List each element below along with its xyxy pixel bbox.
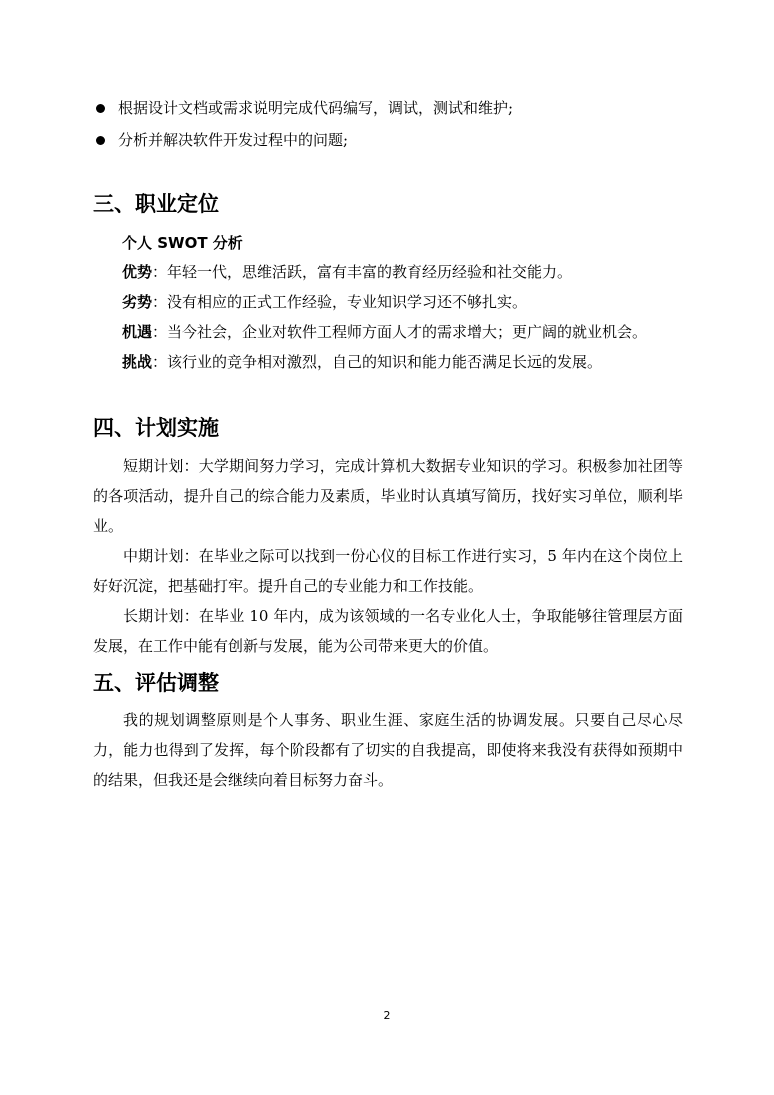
- bullet-item: [96, 130, 348, 150]
- swot-key: 机遇: [122, 323, 153, 341]
- bullet-item: [96, 98, 513, 118]
- swot-key: 挑战: [122, 353, 153, 371]
- bullet-text: 根据设计文档或需求说明完成代码编写，调试，测试和维护;: [118, 99, 514, 117]
- swot-text: ：没有相应的正式工作经验，专业知识学习还不够扎实。: [152, 293, 528, 311]
- mid-term-plan-paragraph: 中期计划：在毕业之际可以找到一份心仪的目标工作进行实习，5 年内在这个岗位上好好沉淀，把基础打牢。提升自己的专业能力和工作技能。: [93, 547, 683, 595]
- swot-key: 劣势: [122, 293, 153, 311]
- swot-key: 优势: [122, 263, 153, 281]
- section-heading-evaluation-adjustment: 五、评估调整: [93, 671, 219, 695]
- swot-item-strengths: [122, 262, 572, 282]
- swot-subheading: 个人 SWOT 分析: [122, 234, 243, 252]
- section-heading-plan-implementation: 四、计划实施: [93, 416, 219, 440]
- swot-item-opportunities: [122, 322, 647, 342]
- page-number: 2: [383, 1009, 391, 1022]
- swot-text: ：当今社会，企业对软件工程师方面人才的需求增大；更广阔的就业机会。: [152, 323, 648, 341]
- swot-item-weaknesses: [122, 292, 527, 312]
- swot-item-threats: [122, 352, 602, 372]
- evaluation-paragraph: 我的规划调整原则是个人事务、职业生涯、家庭生活的协调发展。只要自己尽心尽力，能力也得到了发挥，每个阶段都有了切实的自我提高，即使将来我没有获得如预期中的结果，但我还是会继续向着目标努力奋斗。: [93, 711, 683, 789]
- long-term-plan-paragraph: 长期计划：在毕业 10 年内，成为该领域的一名专业化人士，争取能够往管理层方面发展，在工作中能有创新与发展，能为公司带来更大的价值。: [93, 607, 683, 655]
- bullet-text: 分析并解决软件开发过程中的问题;: [118, 131, 349, 149]
- swot-text: ：该行业的竞争相对激烈，自己的知识和能力能否满足长远的发展。: [152, 353, 603, 371]
- swot-text: ：年轻一代，思维活跃，富有丰富的教育经历经验和社交能力。: [152, 263, 573, 281]
- section-heading-career-positioning: 三、职业定位: [93, 192, 219, 216]
- bullet-dot-icon: [96, 136, 105, 145]
- short-term-plan-paragraph: 短期计划：大学期间努力学习，完成计算机大数据专业知识的学习。积极参加社团等的各项活动，提升自己的综合能力及素质，毕业时认真填写简历，找好实习单位，顺利毕业。: [93, 457, 683, 535]
- bullet-dot-icon: [96, 104, 105, 113]
